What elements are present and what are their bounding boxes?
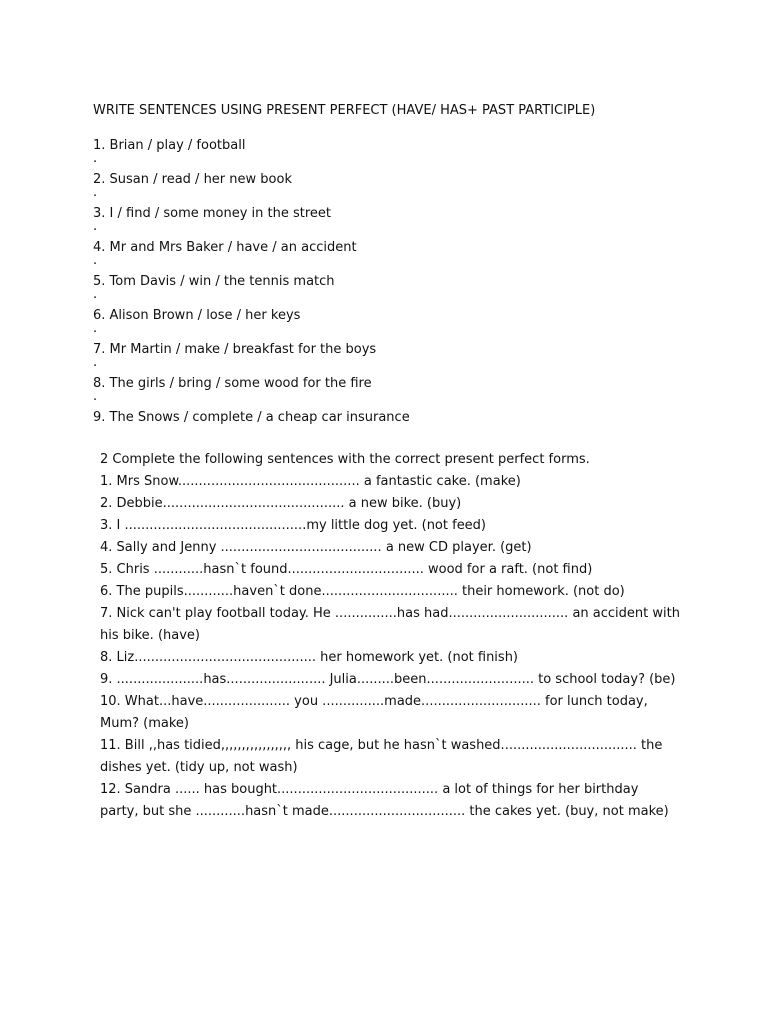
exercise-1-prompt: 5. Tom Davis / win / the tennis match xyxy=(93,274,335,289)
exercise-1-prompt: 7. Mr Martin / make / breakfast for the boys xyxy=(93,342,377,357)
exercise-1-item xyxy=(93,171,733,205)
exercise-1-answer-line: . xyxy=(93,151,98,166)
exercise-2-item: 2. Debbie............................................ a new bike. (buy) xyxy=(100,496,462,511)
exercise-1-item xyxy=(93,307,733,341)
exercise-1-prompt: 9. The Snows / complete / a cheap car insurance xyxy=(93,410,410,425)
exercise-2-item: 5. Chris ............hasn`t found................................. wood for a raft. (not find) xyxy=(100,562,593,577)
exercise-2-heading: 2 Complete the following sentences with the correct present perfect forms. xyxy=(100,452,590,467)
worksheet-title: WRITE SENTENCES USING PRESENT PERFECT (HAVE/ HAS+ PAST PARTICIPLE) xyxy=(93,103,596,118)
exercise-1-answer-line: . xyxy=(93,355,98,370)
exercise-1-answer-line: . xyxy=(93,287,98,302)
exercise-1-item xyxy=(93,239,733,273)
exercise-1-item xyxy=(93,273,733,307)
exercise-1 xyxy=(93,137,733,443)
exercise-1-answer-line: . xyxy=(93,253,98,268)
exercise-1-prompt: 4. Mr and Mrs Baker / have / an accident xyxy=(93,240,357,255)
exercise-2-item: 10. What...have..................... you ...............made............................. for lunch today, Mum? (make) xyxy=(100,694,648,731)
exercise-1-prompt: 8. The girls / bring / some wood for the fire xyxy=(93,376,372,391)
exercise-2-item: 11. Bill ,,has tidied,,,,,,,,,,,,,,,,, his cage, but he hasn`t washed................................. the dishes yet. (tidy up, not wash) xyxy=(100,738,663,775)
exercise-1-item xyxy=(93,375,733,409)
exercise-1-prompt: 2. Susan / read / her new book xyxy=(93,172,292,187)
exercise-1-answer-line xyxy=(93,426,733,443)
exercise-1-prompt: 1. Brian / play / football xyxy=(93,138,246,153)
exercise-2-item: 8. Liz............................................ her homework yet. (not finish) xyxy=(100,650,518,665)
exercise-2-item: 3. I ............................................my little dog yet. (not feed) xyxy=(100,518,487,533)
exercise-1-item xyxy=(93,409,733,443)
exercise-1-answer-line: . xyxy=(93,321,98,336)
exercise-1-answer-line: . xyxy=(93,389,98,404)
exercise-2-item: 6. The pupils............haven`t done................................. their homework. (not do) xyxy=(100,584,625,599)
exercise-1-item xyxy=(93,137,733,171)
exercise-1-prompt: 3. I / find / some money in the street xyxy=(93,206,332,221)
exercise-1-answer-line: . xyxy=(93,219,98,234)
exercise-1-item xyxy=(93,341,733,375)
exercise-1-item xyxy=(93,205,733,239)
exercise-2-item: 1. Mrs Snow............................................ a fantastic cake. (make) xyxy=(100,474,521,489)
exercise-1-prompt: 6. Alison Brown / lose / her keys xyxy=(93,308,301,323)
exercise-2-item: 4. Sally and Jenny ....................................... a new CD player. (get) xyxy=(100,540,532,555)
exercise-2-item: 12. Sandra ...... has bought....................................... a lot of things for her birthday party, but she ............hasn`t made................................. the cakes yet. (buy, not make) xyxy=(100,782,669,819)
exercise-2-item: 9. .....................has........................ Julia.........been.......................... to school today? (be) xyxy=(100,672,676,687)
exercise-2-item: 7. Nick can't play football today. He ...............has had............................. an accident with his bike. (have) xyxy=(100,606,680,643)
exercise-1-answer-line: . xyxy=(93,185,98,200)
exercise-2 xyxy=(100,449,680,823)
